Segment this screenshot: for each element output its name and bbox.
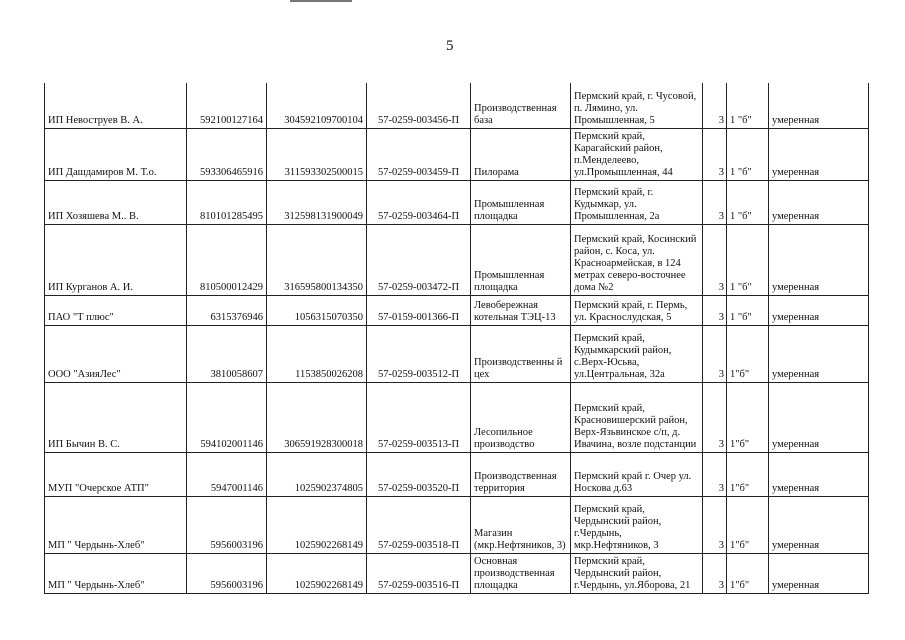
risk-level-cell: умеренная bbox=[769, 224, 869, 295]
ogrn-cell: 311593302500015 bbox=[267, 128, 367, 180]
risk-class-cell: 1"б" bbox=[727, 496, 769, 553]
risk-class-cell: 1"б" bbox=[727, 382, 769, 452]
risk-class-cell: 1 "б" bbox=[727, 128, 769, 180]
ogrn-cell: 1056315070350 bbox=[267, 295, 367, 325]
company-name-cell: МП " Чердынь-Хлеб" bbox=[45, 496, 187, 553]
table-row bbox=[45, 325, 869, 382]
risk-class-cell: 1"б" bbox=[727, 325, 769, 382]
object-code-cell: 57-0259-003518-П bbox=[367, 496, 471, 553]
object-name-cell: Левобережная котельная ТЭЦ-13 bbox=[471, 295, 571, 325]
ogrn-cell: 1153850026208 bbox=[267, 325, 367, 382]
address-cell: Пермский край, Кудымкарский район, с.Верх-Юсьва, ул.Центральная, 32а bbox=[571, 325, 703, 382]
address-cell: Пермский край, Карагайский район, п.Менделеево, ул.Промышленная, 44 bbox=[571, 128, 703, 180]
object-code-cell: 57-0259-003513-П bbox=[367, 382, 471, 452]
object-code-cell: 57-0259-003464-П bbox=[367, 180, 471, 224]
category-cell: 3 bbox=[703, 496, 727, 553]
risk-level-cell: умеренная bbox=[769, 83, 869, 128]
top-edge-mark bbox=[290, 0, 352, 2]
category-cell: 3 bbox=[703, 128, 727, 180]
inn-cell: 592100127164 bbox=[187, 83, 267, 128]
company-name-cell: ПАО "Т плюс" bbox=[45, 295, 187, 325]
table-row bbox=[45, 553, 869, 593]
inn-cell: 5956003196 bbox=[187, 496, 267, 553]
ogrn-cell: 316595800134350 bbox=[267, 224, 367, 295]
object-code-cell: 57-0159-001366-П bbox=[367, 295, 471, 325]
inn-cell: 593306465916 bbox=[187, 128, 267, 180]
table-row bbox=[45, 452, 869, 496]
address-cell: Пермский край г. Очер ул. Носкова д.63 bbox=[571, 452, 703, 496]
address-cell: Пермский край, Косинский район, с. Коса, ул. Красноармейская, в 124 метрах северо-восточнее дома №2 bbox=[571, 224, 703, 295]
table-row bbox=[45, 83, 869, 128]
inn-cell: 5956003196 bbox=[187, 553, 267, 593]
risk-class-cell: 1 "б" bbox=[727, 224, 769, 295]
category-cell: 3 bbox=[703, 452, 727, 496]
inn-cell: 3810058607 bbox=[187, 325, 267, 382]
ogrn-cell: 304592109700104 bbox=[267, 83, 367, 128]
risk-level-cell: умеренная bbox=[769, 128, 869, 180]
inn-cell: 810101285495 bbox=[187, 180, 267, 224]
table-row bbox=[45, 295, 869, 325]
risk-level-cell: умеренная bbox=[769, 325, 869, 382]
table-row bbox=[45, 224, 869, 295]
category-cell: 3 bbox=[703, 224, 727, 295]
object-name-cell: Основная производственная площадка bbox=[471, 553, 571, 593]
object-name-cell: Магазин (мкр.Нефтяников, 3) bbox=[471, 496, 571, 553]
category-cell: 3 bbox=[703, 180, 727, 224]
address-cell: Пермский край, г. Чусовой, п. Лямино, ул. Промышленная, 5 bbox=[571, 83, 703, 128]
address-cell: Пермский край, г. Кудымкар, ул. Промышленная, 2а bbox=[571, 180, 703, 224]
company-name-cell: ИП Хозяшева М.. В. bbox=[45, 180, 187, 224]
company-name-cell: ИП Курганов А. И. bbox=[45, 224, 187, 295]
table-row bbox=[45, 382, 869, 452]
category-cell: 3 bbox=[703, 382, 727, 452]
table-row bbox=[45, 180, 869, 224]
object-code-cell: 57-0259-003456-П bbox=[367, 83, 471, 128]
object-name-cell: Промышленная площадка bbox=[471, 180, 571, 224]
company-name-cell: МУП "Очерское АТП" bbox=[45, 452, 187, 496]
risk-class-cell: 1 "б" bbox=[727, 83, 769, 128]
object-code-cell: 57-0259-003520-П bbox=[367, 452, 471, 496]
object-name-cell: Производственны й цех bbox=[471, 325, 571, 382]
ogrn-cell: 1025902268149 bbox=[267, 496, 367, 553]
risk-level-cell: умеренная bbox=[769, 180, 869, 224]
risk-level-cell: умеренная bbox=[769, 295, 869, 325]
object-name-cell: Пилорама bbox=[471, 128, 571, 180]
address-cell: Пермский край, Красновишерский район, Верх-Язьвинское с/п, д. Ивачина, возле подстанции bbox=[571, 382, 703, 452]
inn-cell: 810500012429 bbox=[187, 224, 267, 295]
object-name-cell: Производственная территория bbox=[471, 452, 571, 496]
address-cell: Пермский край, Чердынский район, г.Чердынь, мкр.Нефтяников, 3 bbox=[571, 496, 703, 553]
risk-level-cell: умеренная bbox=[769, 553, 869, 593]
page-number: 5 bbox=[446, 38, 454, 54]
object-name-cell: Производственная база bbox=[471, 83, 571, 128]
registry-table bbox=[44, 83, 869, 594]
object-code-cell: 57-0259-003512-П bbox=[367, 325, 471, 382]
risk-level-cell: умеренная bbox=[769, 496, 869, 553]
risk-class-cell: 1"б" bbox=[727, 553, 769, 593]
risk-class-cell: 1"б" bbox=[727, 452, 769, 496]
company-name-cell: ООО "АзияЛес" bbox=[45, 325, 187, 382]
object-name-cell: Промышленная площадка bbox=[471, 224, 571, 295]
risk-class-cell: 1 "б" bbox=[727, 180, 769, 224]
category-cell: 3 bbox=[703, 553, 727, 593]
inn-cell: 594102001146 bbox=[187, 382, 267, 452]
company-name-cell: МП " Чердынь-Хлеб" bbox=[45, 553, 187, 593]
company-name-cell: ИП Невоструев В. А. bbox=[45, 83, 187, 128]
table-row bbox=[45, 496, 869, 553]
risk-level-cell: умеренная bbox=[769, 382, 869, 452]
address-cell: Пермский край, г. Пермь, ул. Краснослудская, 5 bbox=[571, 295, 703, 325]
address-cell: Пермский край, Чердынский район, г.Чердынь, ул.Яборова, 21 bbox=[571, 553, 703, 593]
risk-class-cell: 1 "б" bbox=[727, 295, 769, 325]
object-code-cell: 57-0259-003459-П bbox=[367, 128, 471, 180]
ogrn-cell: 1025902268149 bbox=[267, 553, 367, 593]
ogrn-cell: 312598131900049 bbox=[267, 180, 367, 224]
table-row bbox=[45, 128, 869, 180]
category-cell: 3 bbox=[703, 295, 727, 325]
company-name-cell: ИП Бычин В. С. bbox=[45, 382, 187, 452]
company-name-cell: ИП Дашдамиров М. Т.о. bbox=[45, 128, 187, 180]
category-cell: 3 bbox=[703, 83, 727, 128]
inn-cell: 5947001146 bbox=[187, 452, 267, 496]
inn-cell: 6315376946 bbox=[187, 295, 267, 325]
ogrn-cell: 306591928300018 bbox=[267, 382, 367, 452]
category-cell: 3 bbox=[703, 325, 727, 382]
object-code-cell: 57-0259-003516-П bbox=[367, 553, 471, 593]
object-name-cell: Лесопильное производство bbox=[471, 382, 571, 452]
ogrn-cell: 1025902374805 bbox=[267, 452, 367, 496]
risk-level-cell: умеренная bbox=[769, 452, 869, 496]
object-code-cell: 57-0259-003472-П bbox=[367, 224, 471, 295]
